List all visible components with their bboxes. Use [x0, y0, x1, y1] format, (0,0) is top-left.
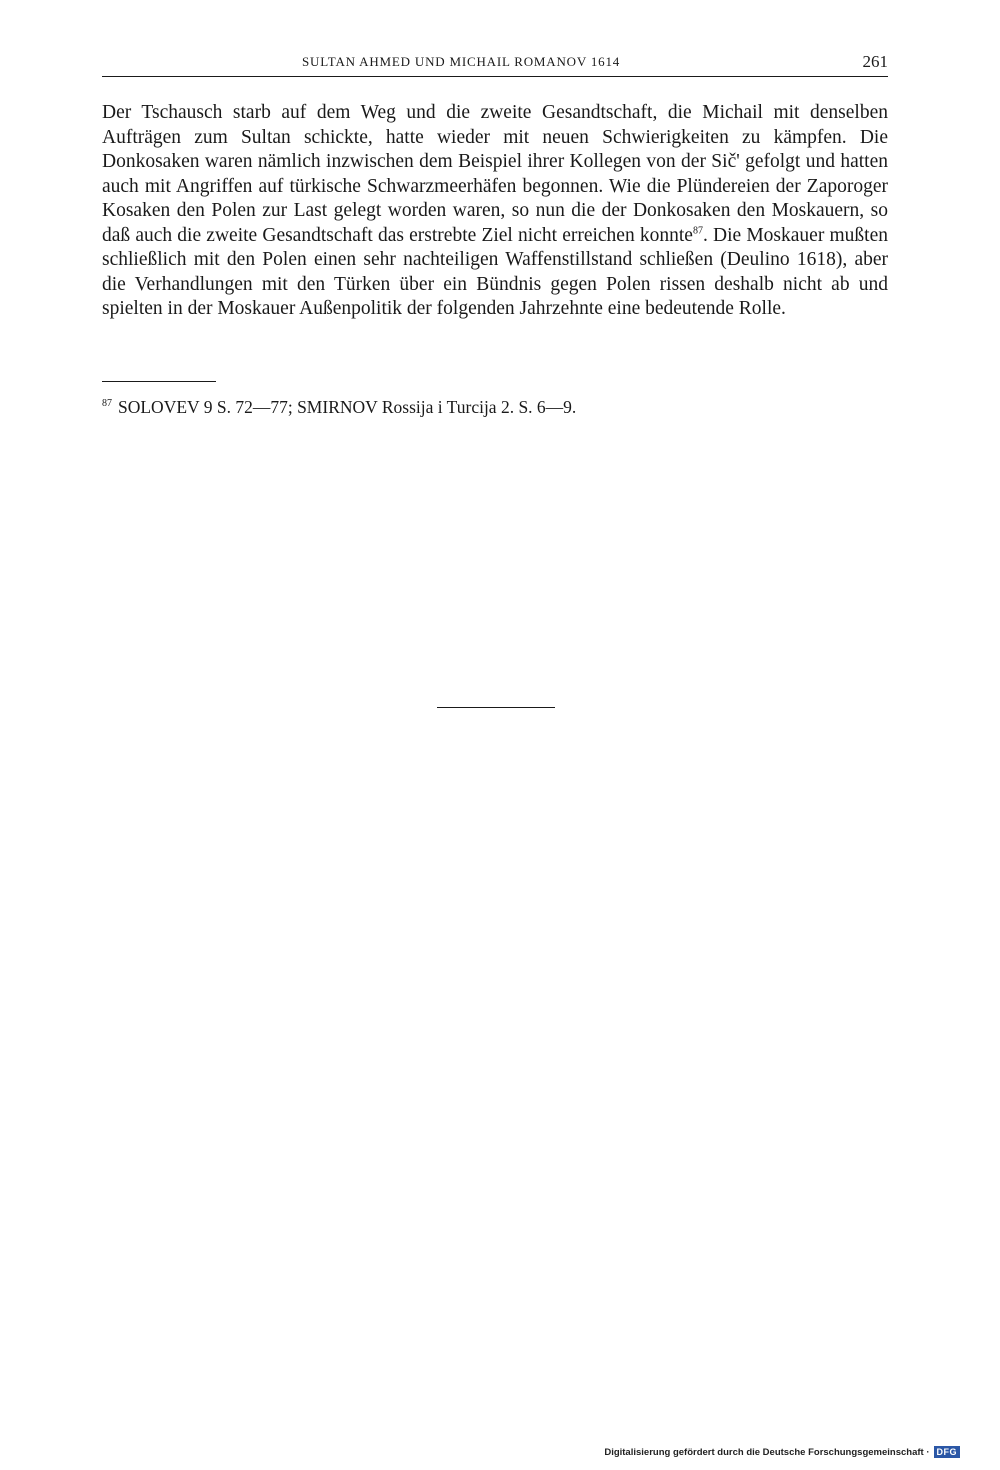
- dfg-logo-icon: DFG: [934, 1446, 961, 1458]
- footnote-number: 87: [102, 398, 112, 409]
- footnote-separator: [102, 381, 216, 382]
- page-header: [102, 52, 888, 77]
- funding-text: Digitalisierung gefördert durch die Deutsche Forschungsgemeinschaft ·: [604, 1446, 930, 1458]
- page-number: 261: [862, 52, 888, 71]
- funding-notice: [604, 1446, 960, 1458]
- end-rule: [437, 707, 555, 708]
- running-title: SULTAN AHMED UND MICHAIL ROMANOV 1614: [302, 54, 621, 69]
- footnote-text: SOLOVEV 9 S. 72—77; SMIRNOV Rossija i Turcija 2. S. 6—9.: [118, 396, 577, 417]
- body-text-part-1: Der Tschausch starb auf dem Weg und die zweite Gesandtschaft, die Michail mit denselben Aufträgen zum Sultan schickte, hatte wieder mit neuen Schwierigkeiten zu kämpfen. Die Donkosaken waren nämlich inzwischen dem Beispiel ihrer Kollegen von der Sič' gefolgt und hatten auch mit Angriffen auf türkische Schwarzmeerhäfen begonnen. Wie die Plündereien der Zaporoger Kosaken den Polen zur Last gelegt worden waren, so nun die der Donkosaken den Moskauern, so daß auch die zweite Gesandtschaft das erstrebte Ziel nicht erreichen konnte: [102, 102, 888, 246]
- footnote: [102, 393, 576, 418]
- footnote-reference[interactable]: 87: [692, 225, 703, 236]
- body-text-part-2: . Die Moskauer mußten schließlich mit den Polen einen sehr nachteiligen Waffenstillstand schließen (Deulino 1618), aber die Verhandlungen mit den Türken über ein Bündnis gegen Polen rissen deshalb nicht ab und spielten in der Moskauer Außenpolitik der folgenden Jahrzehnte eine bedeutende Rolle.: [102, 224, 888, 319]
- body-paragraph: [102, 101, 888, 322]
